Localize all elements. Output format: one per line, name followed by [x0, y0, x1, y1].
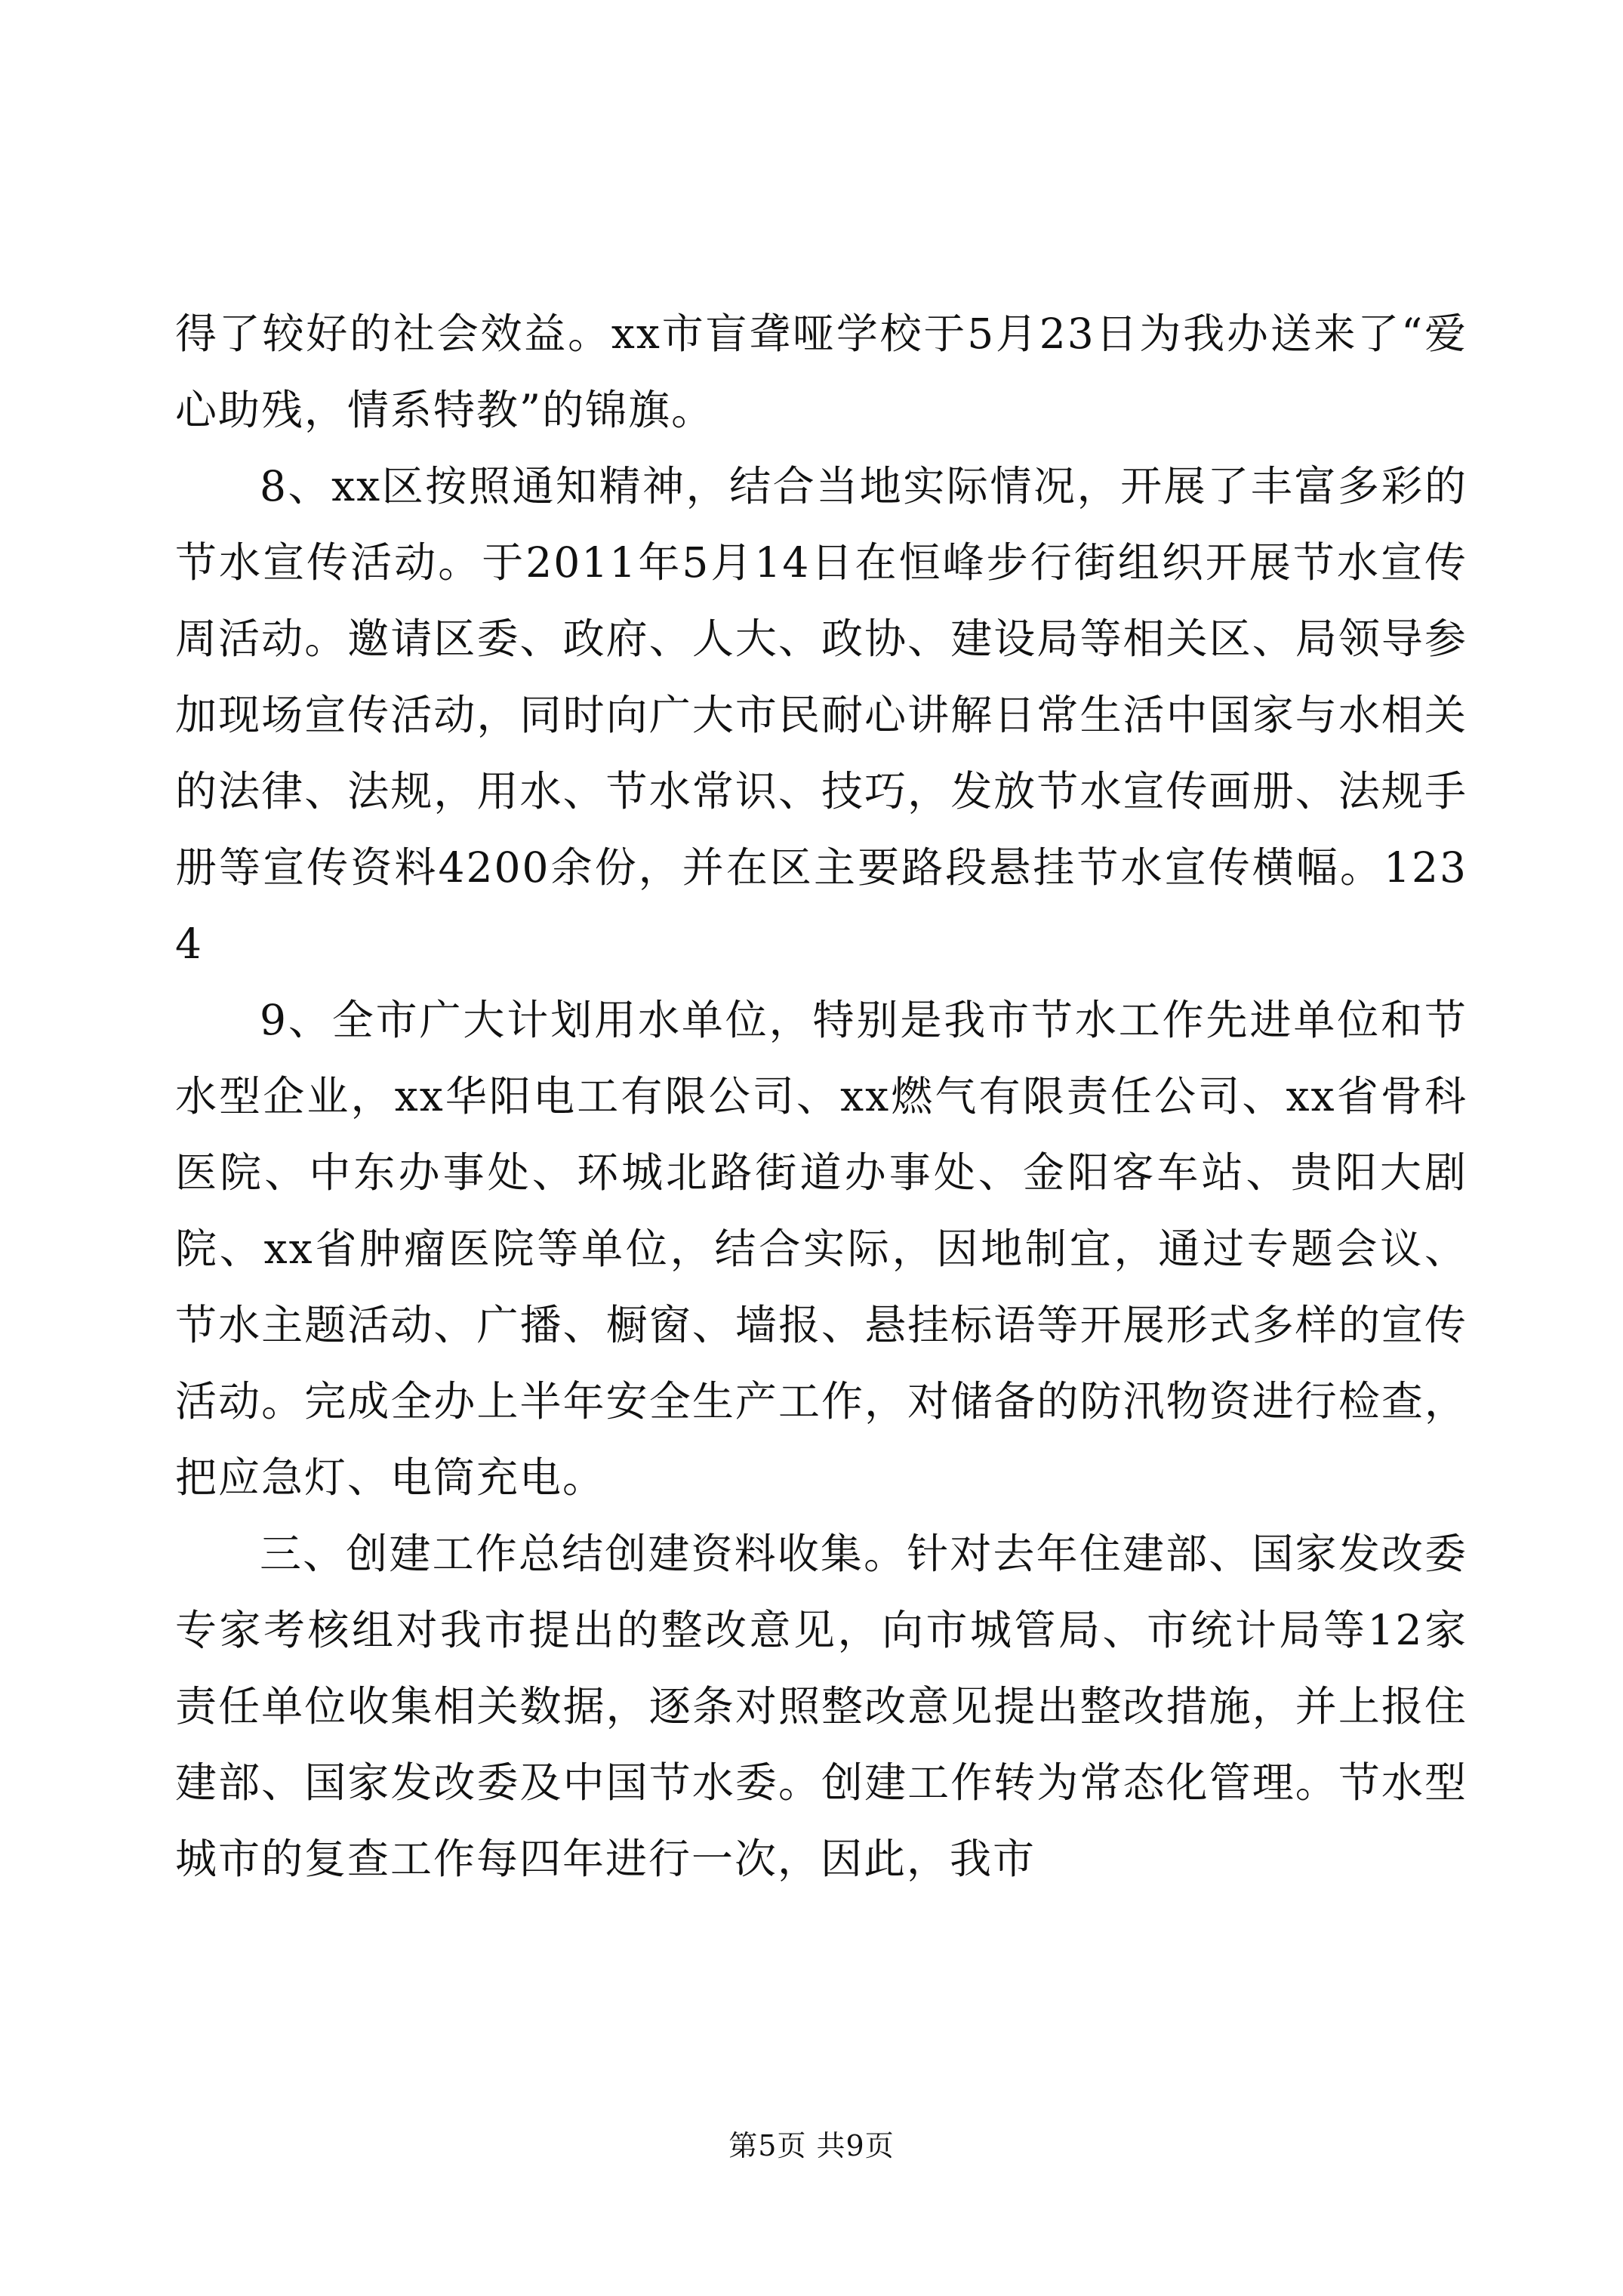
paragraph-item-9: 9、全市广大计划用水单位，特别是我市节水工作先进单位和节水型企业，xx华阳电工有限公司、xx燃气有限责任公司、xx省骨科医院、中东办事处、环城北路街道办事处、金阳客车站、贵阳大剧院、xx省肿瘤医院等单位，结合实际，因地制宜，通过专题会议、节水主题活动、广播、橱窗、墙报、悬挂标语等开展形式多样的宣传活动。完成全办上半年安全生产工作，对储备的防汛物资进行检查，把应急灯、电筒充电。	[175, 996, 1467, 1502]
page-number-label: 第5页 共9页	[728, 2129, 895, 2162]
paragraph-section-3: 三、创建工作总结创建资料收集。针对去年住建部、国家发改委专家考核组对我市提出的整改意见，向市城管局、市统计局等12家责任单位收集相关数据，逐条对照整改意见提出整改措施，并上报住建部、国家发改委及中国节水委。创建工作转为常态化管理。节水型城市的复查工作每四年进行一次，因此，我市	[175, 1530, 1467, 1883]
paragraph-item-8: 8、xx区按照通知精神，结合当地实际情况，开展了丰富多彩的节水宣传活动。于2011年5月14日在恒峰步行街组织开展节水宣传周活动。邀请区委、政府、人大、政协、建设局等相关区、局领导参加现场宣传活动，同时向广大市民耐心讲解日常生活中国家与水相关的法律、法规，用水、节水常识、技巧，发放节水宣传画册、法规手册等宣传资料4200余份，并在区主要路段悬挂节水宣传横幅。1234	[175, 462, 1467, 968]
body-text	[175, 296, 1467, 1897]
page-footer	[0, 2128, 1623, 2164]
paragraph-continuation: 得了较好的社会效益。xx市盲聋哑学校于5月23日为我办送来了“爱心助残，情系特教”的锦旗。	[175, 310, 1467, 434]
